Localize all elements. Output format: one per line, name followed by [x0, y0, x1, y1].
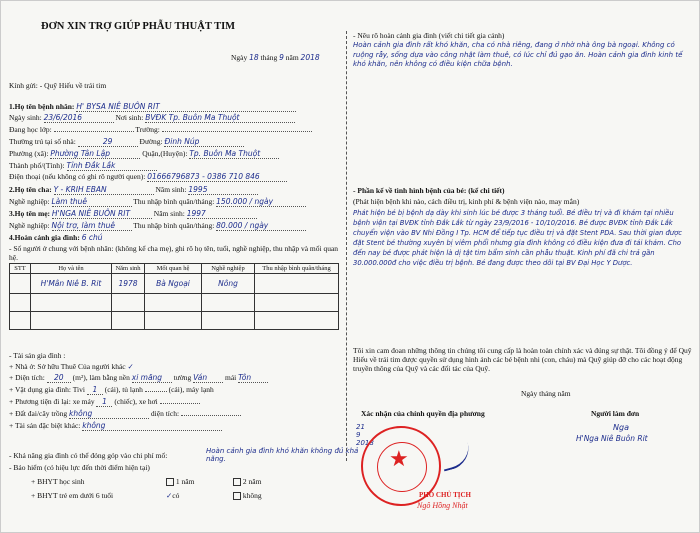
family-table — [9, 263, 339, 330]
disease-note: (Phát hiện bệnh khi nào, cách điều trị, kinh phí & bệnh viện nào, may mắn) — [353, 197, 580, 206]
official-signature — [439, 442, 474, 471]
bhyt-school-opt1: 1 năm — [166, 477, 194, 486]
patient-dob-row: Ngày sinh: 23/6/2016 Nơi sinh: BVĐK Tp. Buôn Ma Thuột — [9, 113, 295, 123]
table-row — [10, 312, 339, 330]
bhyt-school-opt2: 2 năm — [233, 477, 261, 486]
special-assets-row: + Tài sản đặc biệt khác: không — [9, 421, 222, 431]
tools-row: + Vật dụng gia đình: Tivi 1 (cái), tủ lạnh (cái), máy lạnh — [9, 385, 214, 394]
date-line: Ngày 18 tháng 9 năm 2018 — [231, 53, 320, 62]
star-icon: ★ — [389, 446, 409, 471]
disease-heading: - Phần kể về tình hình bệnh của bé: (kể chi tiết) — [353, 186, 505, 195]
bhyt-child-no: không — [233, 491, 262, 500]
local-confirm-label: Xác nhận của chính quyền địa phương — [361, 409, 485, 418]
recipient-line: Kính gửi: - Quỹ Hiếu về trái tim — [9, 81, 107, 90]
family-heading-row: 4.Hoàn cảnh gia đình: 6 chú — [9, 233, 103, 242]
patient-city-row: Thành phố/(Tỉnh): Tỉnh Đắk Lắk — [9, 161, 157, 171]
official-name: Ngô Hồng Nhật — [417, 501, 468, 510]
father-name-row: 2.Họ tên cha: Y - KRIH EBAN Năm sinh: 1995 — [9, 185, 258, 195]
difficulty-text: Hoàn cảnh gia đình rất khó khăn, cha có nhà riêng, đang ở nhờ nhà ông bà ngoại. Không có ruộng rẫy, sống dựa vào công nhật làm thuê, có lúc chỉ đủ gạo ăn. Hoàn cảnh gia đình kinh tế khó khăn, nên không có điều kiện chữa bệnh. — [353, 41, 683, 68]
table-row: H'Mân Niê B. Rit 1978 Bà Ngoại Nông — [10, 274, 339, 294]
father-job-row: Nghề nghiệp: Làm thuê Thu nhập bình quân/tháng: 150.000 / ngày — [9, 197, 306, 207]
patient-school-row: Đang học lớp: Trường: — [9, 125, 312, 134]
insurance-heading: - Bảo hiểm (có hiệu lực đến thời điểm hiện tại) — [9, 463, 150, 472]
family-note: - Số người ở chung với bệnh nhân: (không kể cha mẹ), ghi rõ họ tên, tuổi, nghề nghiệp, thu nhập và mối quan hệ. — [9, 244, 339, 262]
mother-name-row: 3.Họ tên mẹ: H'NGA NIÊ BUÔN RIT Năm sinh: 1997 — [9, 209, 257, 219]
form-title: ĐƠN XIN TRỢ GIÚP PHẪU THUẬT TIM — [41, 21, 236, 32]
contribution-row: - Khả năng gia đình có thể đóng góp vào chi phí mổ: — [9, 451, 168, 460]
mother-job-row: Nghề nghiệp: Nội trợ, làm thuê Thu nhập bình quân/tháng: 80.000 / ngày — [9, 221, 306, 231]
table-header-row: STT Họ và tên Năm sinh Mối quan hệ Nghề nghiệp Thu nhập bình quân/tháng — [10, 264, 339, 274]
patient-address-row: Thường trú tại số nhà: 29 Đường: Đinh Núp — [9, 137, 244, 147]
house-ownership-row: + Nhà ở: Sở hữu Thuê Của người khác ✓ — [9, 362, 134, 371]
applicant-label: Người làm đơn — [591, 409, 640, 418]
patient-name-row: 1.Họ tên bệnh nhân: H' BYSA NIÊ BUÔN RIT — [9, 102, 296, 112]
applicant-signature: Nga — [613, 423, 629, 432]
vehicle-row: + Phương tiện đi lại: xe máy 1 (chiếc), xe hơi — [9, 397, 200, 407]
patient-name-value: H' BYSA NIÊ BUÔN RIT — [76, 102, 296, 112]
bhyt-child-row: + BHYT trẻ em dưới 6 tuổi — [31, 491, 114, 500]
patient-ward-row: Phường (xã): Phường Tân Lập Quận,(Huyện): Tp. Buôn Ma Thuột — [9, 149, 279, 159]
difficulty-heading: - Nêu rõ hoàn cảnh gia đình (viết chi tiết gia cảnh) — [353, 31, 505, 40]
land-row: + Đất đai/cây trồng không diện tích: — [9, 409, 241, 419]
commitment-text: Tôi xin cam đoan những thông tin chúng tôi cung cấp là hoàn toàn chính xác và đúng sự thật. Tôi đồng ý để Quỹ Hiếu về trái tim được quyền sử dụng hình ảnh các bé bệnh nhi (con, cháu) mà Quỹ giúp đỡ cho các hoạt động truyền thông của Quỹ và các đối tác của Quỹ. — [353, 346, 692, 373]
bhyt-child-yes: ✓có — [166, 491, 180, 500]
applicant-name: H'Nga Niê Buôn Rit — [576, 434, 648, 443]
patient-phone-row: Điện thoại (nếu không có ghi rõ người quen): 01666796873 - 0386 710 846 — [9, 172, 287, 182]
contribution-value: Hoàn cảnh gia đình khó khăn không đủ khả năng. — [206, 447, 359, 463]
sign-date-line: Ngày tháng năm — [521, 389, 571, 398]
disease-text: Phát hiện bé bị bệnh dạ dày khi sinh lúc bé được 3 tháng tuổi. Bé điều trị và đi khám tại nhiều bệnh viện tại BVĐK tỉnh Đắk Lắk từ ngày 23/9/2016 - 10/10/2016. Bé được BVĐK tỉnh Đắk Lắk chuyển viện vào BV Nhi Đồng I Tp. HCM để tiếp tục điều trị và đặt Stent PDA. Sau thời gian được đặt Stent bé thường xuyên bị viêm phổi nhưng gia đình không có điều kiện đưa đi tái khám. Cho đến nay bé được phát hiện là dị tật tim bẩm sinh cần phẫu thuật. Kinh phí đã chi trả gần 30.000.000đ cho việc điều trị bệnh. Bé đang được theo dõi tại BV Đại Học Y Dược. — [353, 209, 683, 267]
assets-heading: - Tài sản gia đình : — [9, 351, 66, 360]
area-row: + Diện tích: 20 (m²), làm bằng nền xi măng tường Ván mái Tôn — [9, 373, 268, 383]
bhyt-school-row: + BHYT học sinh — [31, 477, 85, 486]
column-divider — [346, 31, 347, 461]
confirm-date: 21 9 2018 — [356, 423, 374, 447]
official-title: PHÓ CHỦ TỊCH — [419, 491, 471, 499]
table-row — [10, 294, 339, 312]
